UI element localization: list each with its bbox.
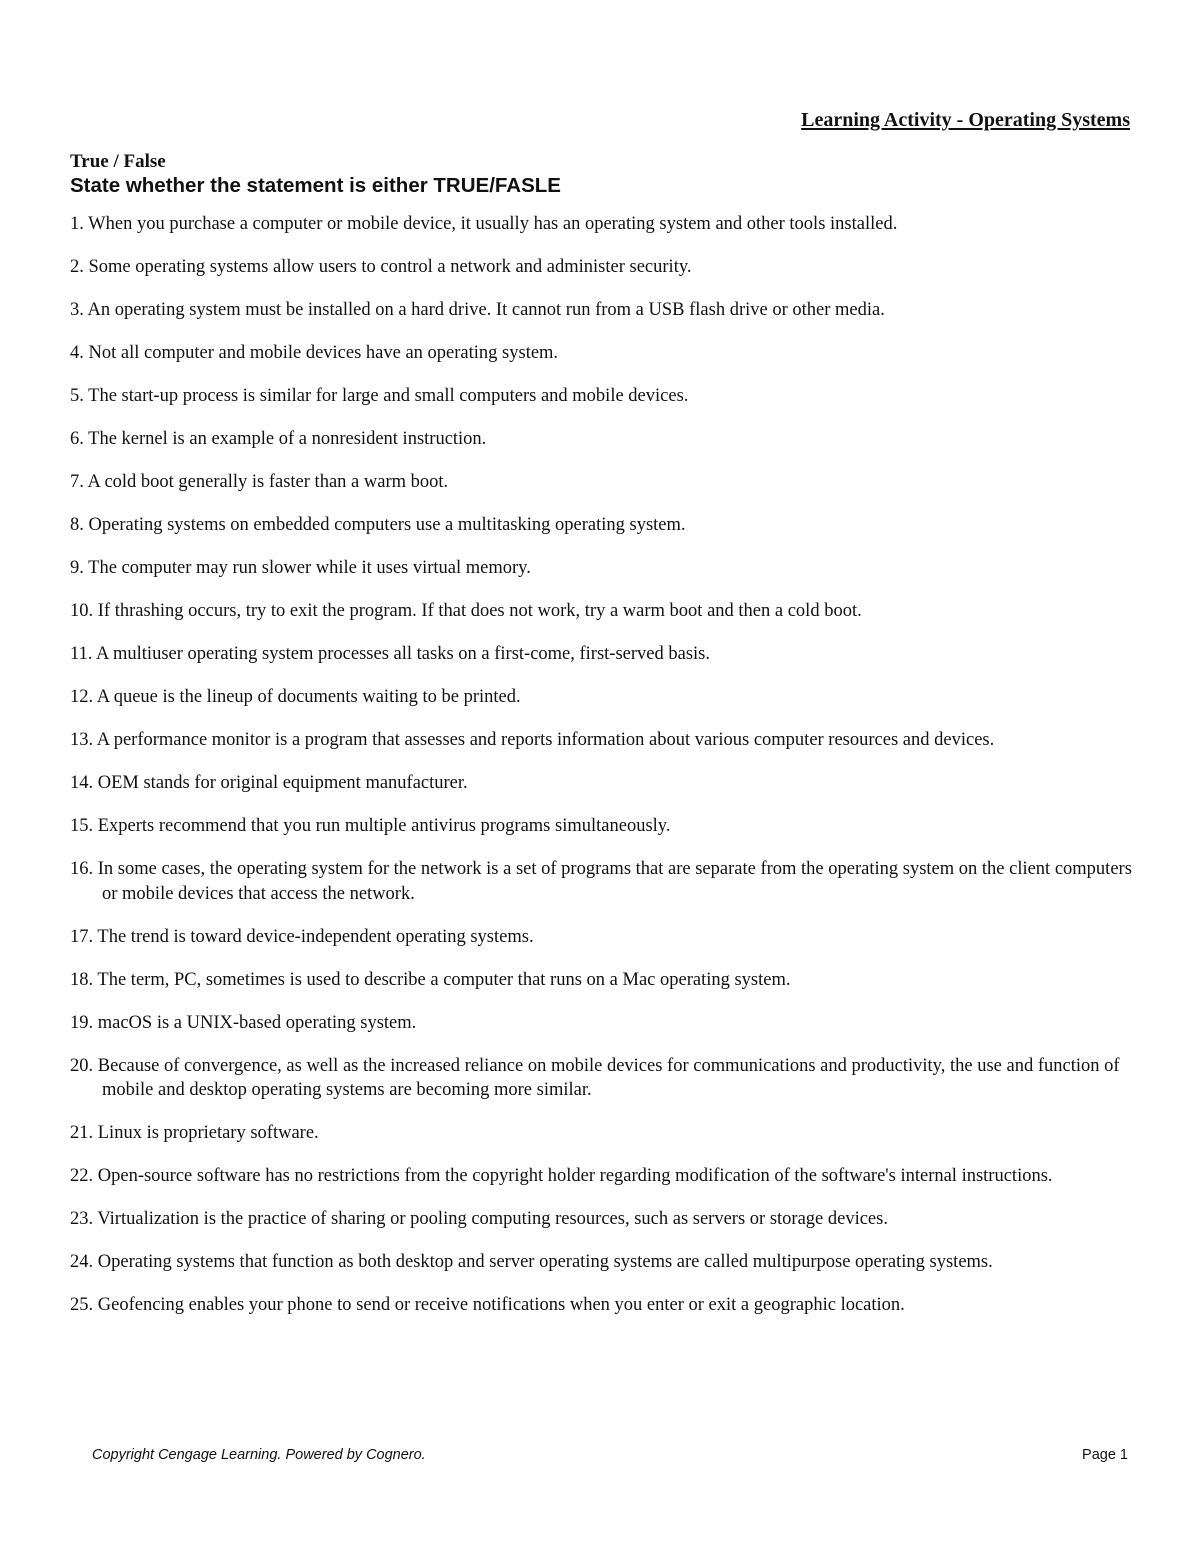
footer-copyright: Copyright Cengage Learning. Powered by Cognero. bbox=[92, 1447, 426, 1463]
question-item: 10. If thrashing occurs, try to exit the program. If that does not work, try a warm boot and then a cold boot. bbox=[70, 601, 862, 621]
question-item: 6. The kernel is an example of a nonresident instruction. bbox=[70, 429, 487, 449]
section-label: True / False bbox=[70, 151, 166, 172]
question-item: 22. Open-source software has no restrictions from the copyright holder regarding modification of the software's internal instructions. bbox=[70, 1166, 1053, 1186]
question-item: 1. When you purchase a computer or mobile device, it usually has an operating system and other tools installed. bbox=[70, 214, 898, 234]
question-item: 19. macOS is a UNIX-based operating system. bbox=[70, 1012, 417, 1033]
instructions-heading: State whether the statement is either TRUE/FASLE bbox=[70, 174, 561, 197]
question-item: 12. A queue is the lineup of documents waiting to be printed. bbox=[70, 687, 521, 707]
question-item: 17. The trend is toward device-independent operating systems. bbox=[70, 926, 534, 947]
question-item: 20. Because of convergence, as well as the increased reliance on mobile devices for communications and productivity, the use and function of mobile and desktop operating systems are becoming more similar. bbox=[70, 1055, 1120, 1100]
question-item: 7. A cold boot generally is faster than a warm boot. bbox=[70, 472, 449, 492]
question-item: 4. Not all computer and mobile devices have an operating system. bbox=[70, 343, 559, 363]
document-title: Learning Activity - Operating Systems bbox=[801, 109, 1130, 131]
question-item: 18. The term, PC, sometimes is used to describe a computer that runs on a Mac operating system. bbox=[70, 969, 791, 990]
question-item: 5. The start-up process is similar for large and small computers and mobile devices. bbox=[70, 386, 689, 406]
question-item: 25. Geofencing enables your phone to send or receive notifications when you enter or exit a geographic location. bbox=[70, 1295, 905, 1315]
question-item: 23. Virtualization is the practice of sharing or pooling computing resources, such as servers or storage devices. bbox=[70, 1209, 888, 1229]
question-item: 16. In some cases, the operating system for the network is a set of programs that are separate from the operating system on the client computers or mobile devices that access the network. bbox=[70, 859, 1132, 904]
question-item: 24. Operating systems that function as both desktop and server operating systems are called multipurpose operating systems. bbox=[70, 1252, 993, 1272]
question-list bbox=[70, 212, 1140, 1336]
question-item: 11. A multiuser operating system processes all tasks on a first-come, first-served basis. bbox=[70, 644, 711, 664]
footer-page-number: Page 1 bbox=[1082, 1447, 1128, 1463]
question-item: 9. The computer may run slower while it uses virtual memory. bbox=[70, 558, 531, 578]
question-item: 13. A performance monitor is a program that assesses and reports information about various computer resources and devices. bbox=[70, 730, 995, 750]
question-item: 2. Some operating systems allow users to control a network and administer security. bbox=[70, 257, 692, 277]
question-item: 3. An operating system must be installed on a hard drive. It cannot run from a USB flash drive or other media. bbox=[70, 300, 885, 320]
question-item: 15. Experts recommend that you run multiple antivirus programs simultaneously. bbox=[70, 816, 671, 836]
question-item: 14. OEM stands for original equipment manufacturer. bbox=[70, 773, 468, 793]
question-item: 21. Linux is proprietary software. bbox=[70, 1123, 319, 1143]
question-item: 8. Operating systems on embedded computers use a multitasking operating system. bbox=[70, 515, 686, 535]
